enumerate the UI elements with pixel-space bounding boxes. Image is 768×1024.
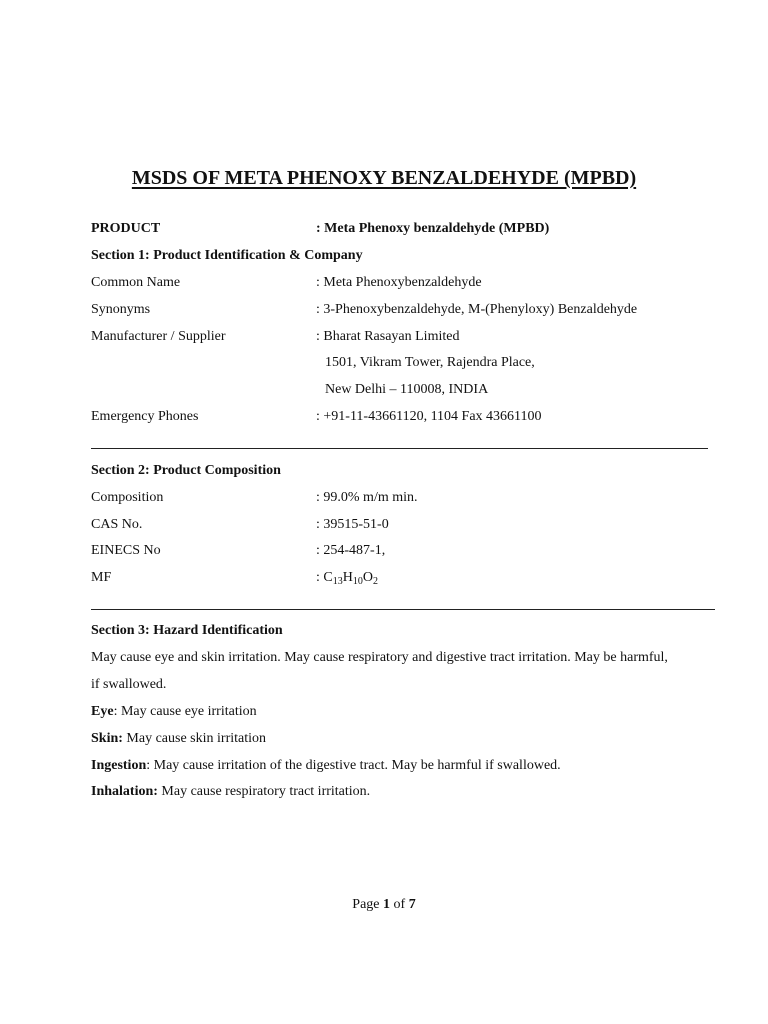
mf-o: O xyxy=(362,570,373,585)
address-line-1: 1501, Vikram Tower, Rajendra Place, xyxy=(325,355,535,370)
ingestion-label: Ingestion xyxy=(91,758,147,773)
mf-c-subscript: 13 xyxy=(332,576,343,587)
page-number xyxy=(0,897,768,913)
synonyms-value: : 3-Phenoxybenzaldehyde, M-(Phenyloxy) Benzaldehyde xyxy=(316,302,638,317)
mf-h-subscript: 10 xyxy=(352,576,363,587)
inhalation-hazard xyxy=(91,783,370,801)
document-title: MSDS OF META PHENOXY BENZALDEHYDE (MPBD) xyxy=(131,167,637,189)
einecs-label: EINECS No xyxy=(91,543,161,558)
composition-value: : 99.0% m/m min. xyxy=(316,490,418,505)
inhalation-label: Inhalation: xyxy=(91,784,158,799)
ingestion-hazard xyxy=(91,757,561,775)
cas-label: CAS No. xyxy=(91,517,143,532)
section1-heading: Section 1: Product Identification & Company xyxy=(91,248,363,263)
page-word: Page xyxy=(352,897,384,912)
hazard-intro-line-1: May cause eye and skin irritation. May cause respiratory and digestive tract irritation. May be harmful, xyxy=(91,650,668,665)
manufacturer-label: Manufacturer / Supplier xyxy=(91,329,226,344)
skin-label: Skin: xyxy=(91,731,123,746)
hazard-intro-line-2: if swallowed. xyxy=(91,677,167,692)
product-value: : Meta Phenoxy benzaldehyde (MPBD) xyxy=(316,221,550,236)
common-name-value: : Meta Phenoxybenzaldehyde xyxy=(316,275,482,290)
eye-text: : May cause eye irritation xyxy=(113,704,257,719)
page-current: 1 xyxy=(383,897,391,912)
skin-hazard xyxy=(91,730,266,748)
section3-heading: Section 3: Hazard Identification xyxy=(91,623,283,638)
common-name-label: Common Name xyxy=(91,275,181,290)
section2-heading: Section 2: Product Composition xyxy=(91,463,281,478)
composition-label: Composition xyxy=(91,490,164,505)
product-label: PRODUCT xyxy=(91,221,161,236)
section-divider-1 xyxy=(91,448,708,449)
page-of: of xyxy=(390,897,409,912)
inhalation-text: May cause respiratory tract irritation. xyxy=(157,784,371,799)
manufacturer-value: : Bharat Rasayan Limited xyxy=(316,329,460,344)
mf-prefix: : C xyxy=(316,570,333,585)
page-total: 7 xyxy=(408,897,416,912)
section-divider-2 xyxy=(91,609,715,610)
mf-h: H xyxy=(342,570,353,585)
skin-text: May cause skin irritation xyxy=(122,731,266,746)
eye-label: Eye xyxy=(91,704,114,719)
einecs-value: : 254-487-1, xyxy=(316,543,386,558)
emergency-phones-value: : +91-11-43661120, 1104 Fax 43661100 xyxy=(316,409,542,424)
mf-value xyxy=(316,569,378,587)
mf-o-subscript: 2 xyxy=(372,576,378,587)
mf-label: MF xyxy=(91,570,112,585)
emergency-phones-label: Emergency Phones xyxy=(91,409,199,424)
ingestion-text: : May cause irritation of the digestive tract. May be harmful if swallowed. xyxy=(146,758,561,773)
cas-value: : 39515-51-0 xyxy=(316,517,389,532)
address-line-2: New Delhi – 110008, INDIA xyxy=(325,382,489,397)
synonyms-label: Synonyms xyxy=(91,302,151,317)
eye-hazard xyxy=(91,703,257,721)
